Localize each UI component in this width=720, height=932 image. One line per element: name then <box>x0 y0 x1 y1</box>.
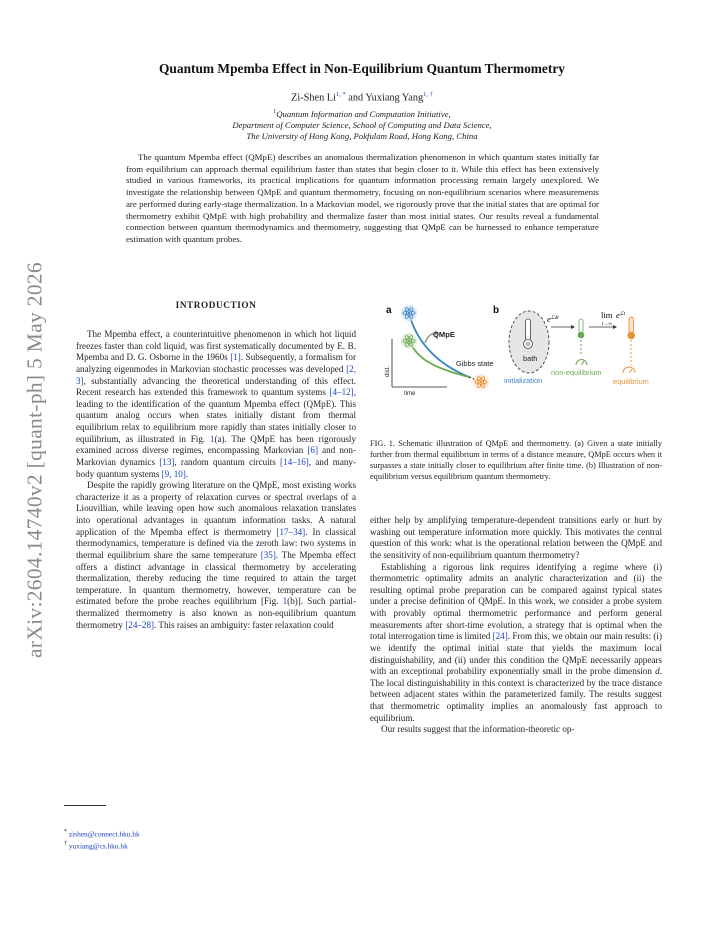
thermometer-green-icon <box>578 319 585 338</box>
gibbs-label: Gibbs state <box>456 359 494 368</box>
panel-label-b: b <box>493 305 500 316</box>
author-list <box>60 91 664 103</box>
figure-link[interactable]: 1 <box>282 596 288 607</box>
atom-orange-icon <box>473 374 489 390</box>
atom-blue-icon <box>401 305 417 321</box>
affiliation-mark: 1 <box>273 109 277 115</box>
axis-label-dist: dist. <box>385 365 391 377</box>
right-column <box>370 515 662 736</box>
limit-label: lim <box>601 310 613 320</box>
footnote-divider <box>64 805 106 806</box>
citation-link[interactable]: [24–28] <box>125 619 155 630</box>
figure-link[interactable]: 1 <box>209 433 215 444</box>
section-title: INTRODUCTION <box>175 300 257 310</box>
paper-title: Quantum Mpemba Effect in Non-Equilibrium Quantum Thermometry <box>159 61 565 76</box>
email-link[interactable]: zishen@connect.hku.hk <box>68 829 140 839</box>
citation-link[interactable]: [9, 10] <box>161 468 186 479</box>
footnote-item: † yuxiang@cs.hku.hk <box>64 841 128 851</box>
arxiv-id: arXiv:2604.14740v2 [quant-ph] 5 May 2026 <box>22 262 47 658</box>
paragraph: either help by amplifying temperature-dependent transitions early or hurt by washing out temperature information more quickly. This motivates the central question of this work: what is the operational relation between the QMpE and the sensitivity of non-equilibrium quantum thermometry? <box>370 515 662 560</box>
limit-exponent: $e^{ℒt}$ <box>616 310 626 320</box>
panel-label-a: a <box>386 305 392 316</box>
citation-link[interactable]: [1] <box>230 352 241 363</box>
citation-link[interactable]: [13] <box>159 456 175 467</box>
figure-caption: FIG. 1. Schematic illustration of QMpE and thermometry. (a) Given a state initially further from thermal equilibrium in terms of a distance measure, QMpE occurs when it surpasses a state initially closer to equilibrium after finite time. (b) Illustration of non-equilibrium versus equilibrium quantum thermometry. <box>370 439 662 481</box>
affiliation-line: Quantum Information and Computation Initiative, <box>276 108 451 119</box>
citation-link[interactable]: [6] <box>307 445 318 456</box>
citation-link[interactable]: [24] <box>492 631 508 642</box>
qmpe-label: QMpE <box>433 330 455 339</box>
citation-link[interactable]: [17–34] <box>276 526 306 537</box>
citation-link[interactable]: [2, 3] <box>76 363 356 386</box>
affiliation-line: Department of Computer Science, School of Computing and Data Science, <box>232 120 492 131</box>
email-link[interactable]: yuxiang@cs.hku.hk <box>68 841 128 851</box>
thermometer-orange-icon <box>627 317 635 339</box>
left-column <box>76 329 356 631</box>
axis-label-time: time <box>404 391 416 397</box>
abstract: The quantum Mpemba effect (QMpE) describes an anomalous thermalization phenomenon in which quantum states initially far from equilibrium can approach thermal equilibrium faster than states that begin closer to it. While this effect has been extensively studied in various frameworks, its practical implications for quantum information processing remain largely unexplored. We investigate the relationship between QMpE and quantum thermometry, focusing on non-equilibrium scenarios where measurements are performed during early-stage thermalization. In a Markovian model, we rigorously prove that the initial states that are optimal for thermometry exhibit QMpE with high probability and thermalize faster than most initial states. Our results reveal a fundamental connection between quantum thermodynamics and thermometry, suggesting that QMpE can be harnessed to enhance temperature estimation with quantum probes. <box>126 152 599 244</box>
initialization-label: initialization <box>504 376 543 385</box>
paragraph: Our results suggest that the information-theoretic op- <box>381 724 575 735</box>
non-equilibrium-label: non-equilibrium <box>551 368 602 377</box>
citation-link[interactable]: [4–12] <box>329 387 354 398</box>
footnote-link[interactable]: 1, † <box>423 91 433 98</box>
figure-1 <box>377 297 662 397</box>
citation-link[interactable]: [35] <box>260 549 276 560</box>
atom-green-icon <box>401 333 417 349</box>
citation-link[interactable]: [14–16] <box>280 456 309 467</box>
evolution-label: $e^{ℒ\delta t}$ <box>547 314 559 324</box>
footnote-link[interactable]: 1, * <box>335 91 346 98</box>
paragraph: Despite the rapidly growing literature on the QMpE, most existing works characterize it as a property of relaxation curves or spectral overlaps of a Liouvillian, while leaving open how such anomalous relaxation translates into operational advantages in quantum information tasks. A natural application of the Mpemba effect is thermometry [17–34]. In classical thermodynamics, temperature is defined via the zeroth law: two systems in thermal equilibrium share the same temperature [35]. The Mpemba effect offers a distinct advantage in classical thermometry by accelerating thermalization, thereby reducing the time required to attain the target temperature. In quantum thermometry, however, temperature can be estimated before the probe reaches equilibrium [Fig. 1(b)]. Such partial-thermalized thermometry is also known as non-equilibrium quantum thermometry [24–28]. This raises an ambiguity: faster relaxation could <box>76 480 357 630</box>
author-name: Yuxiang Yang <box>365 92 424 104</box>
footnote-item: * zishen@connect.hku.hk <box>64 829 140 839</box>
gauge-orange-icon <box>623 367 635 373</box>
author-name: Zi-Shen Li <box>291 92 336 104</box>
affiliation-line: The University of Hong Kong, Pokfulam Road, Hong Kong, China <box>246 131 478 142</box>
author-conjunction: and <box>348 92 364 104</box>
paragraph: The Mpemba effect, a counterintuitive phenomenon in which hot liquid freezes faster than cold liquid, was first systematically documented by E. B. Mpemba and D. G. Osborne in the 1960s [1]. Subsequently, a formalism for analyzing eigenmodes in Markovian stochastic processes was developed [2, 3], substantially advancing the theoretical understanding of this effect. Recent research has extended this framework to quantum systems [4–12], leading to the identification of the quantum Mpemba effect (QMpE). This quantum analog occurs when states initially distant from thermal equilibrium relax to equilibrium more rapidly than states initially closer to equilibrium, as illustrated in Fig. 1(a). The QMpE has been rigorously examined across diverse regimes, encompassing Markovian [6] and non-Markovian dynamics [13], random quantum circuits [14–16], and many-body quantum systems [9, 10]. <box>76 329 357 479</box>
equilibrium-label: equilibrium <box>613 377 649 386</box>
arxiv-sidebar <box>18 245 52 675</box>
affiliation <box>60 107 664 143</box>
bath-label: bath <box>523 354 538 363</box>
paragraph: Establishing a rigorous link requires identifying a regime where (i) thermometric optimality admits an analytic characterization and (ii) the resulting optimal probe preparation can be compared against typical states under a precise definition of QMpE. In this work, we consider a probe system with provably optimal thermometric performance and perform general measurements after short-time evolution, a strategy that is optimal when the total interrogation time is limited [24]. From this, we obtain our main results: (i) we identify the optimal initial state that yields the maximum local distinguishability, and (ii) under this condition the QMpE necessarily appears with an exceptional probability exponentially small in the probe dimension d. The local distinguishability in this context is characterized by the trace distance between adjacent states within the parameterized family. The results suggest that thermometric optimality implies an anomalously fast approach to equilibrium. <box>370 561 662 723</box>
limit-subscript: t→∞ <box>602 322 612 327</box>
footnotes <box>64 827 140 852</box>
